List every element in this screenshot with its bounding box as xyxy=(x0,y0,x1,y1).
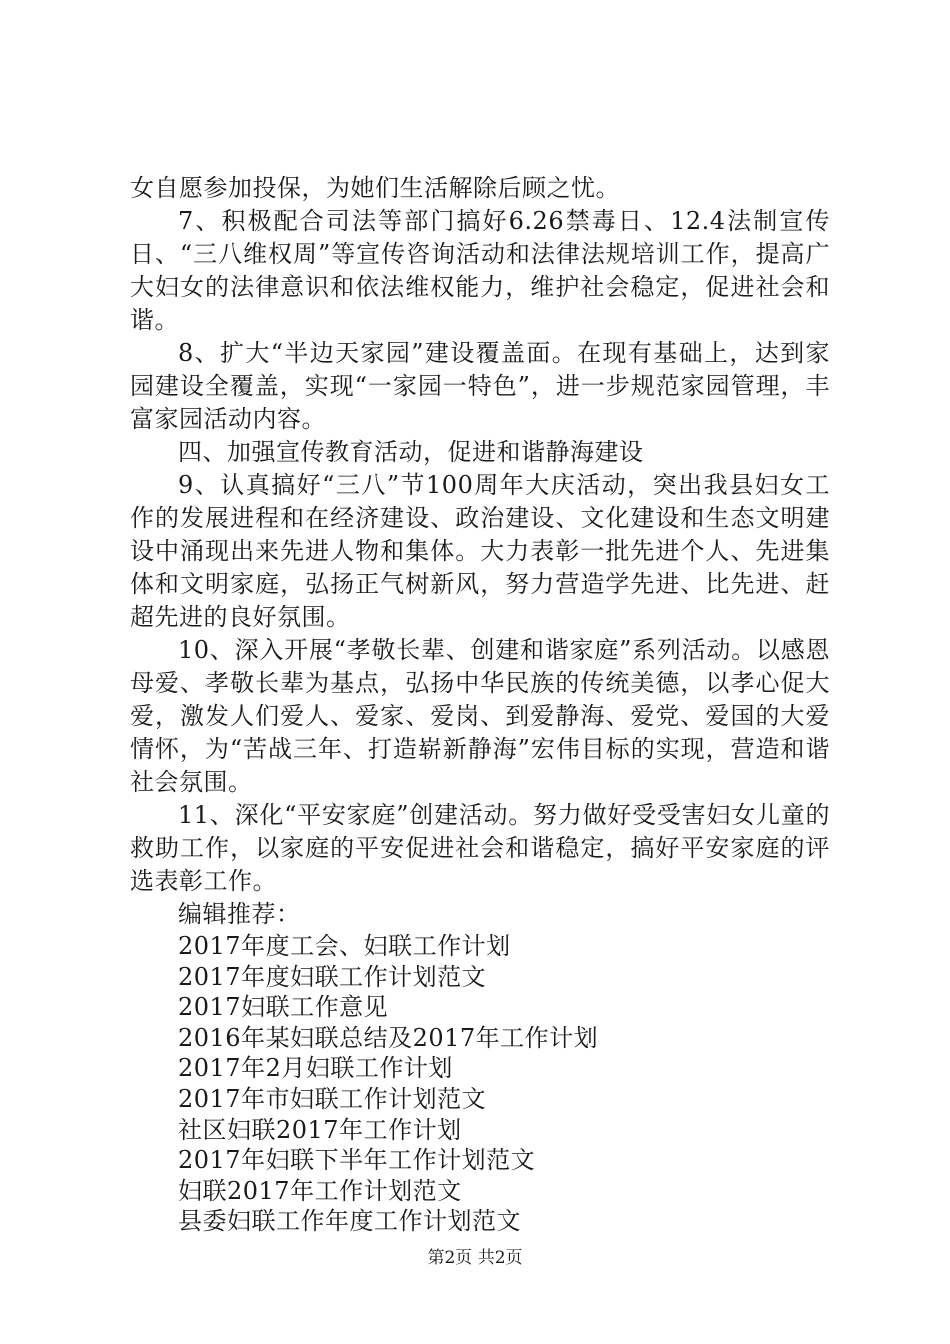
page-number-footer: 第2页 共2页 xyxy=(427,1248,523,1268)
paragraph-item-10: 10、深入开展“孝敬长辈、创建和谐家庭”系列活动。以感恩母爱、孝敬长辈为基点，弘扬中华民族的传统美德，以孝心促大爱，激发人们爱人、爱家、爱岗、到爱静海、爱党、爱国的大爱情怀，为“苦战三年、打造崭新静海”宏伟目标的实现，营造和谐社会氛围。 xyxy=(130,636,830,796)
paragraph-item-8: 8、扩大“半边天家园”建设覆盖面。在现有基础上，达到家园建设全覆盖，实现“一家园一特色”，进一步规范家园管理，丰富家园活动内容。 xyxy=(130,339,830,433)
related-link[interactable]: 妇联2017年工作计划范文 xyxy=(178,1176,462,1205)
paragraph-item-9: 9、认真搞好“三八”节100周年大庆活动，突出我县妇女工作的发展进程和在经济建设、政治建设、文化建设和生态文明建设中涌现出来先进人物和集体。大力表彰一批先进个人、先进集体和文明家庭，弘扬正气树新风，努力营造学先进、比先进、赶超先进的良好氛围。 xyxy=(130,471,830,631)
related-link[interactable]: 2016年某妇联总结及2017年工作计划 xyxy=(178,1023,599,1052)
related-links-list xyxy=(130,931,830,1237)
paragraph-item-7: 7、积极配合司法等部门搞好6.26禁毒日、12.4法制宣传日、“三八维权周”等宣传咨询活动和法律法规培训工作，提高广大妇女的法律意识和依法维权能力，维护社会稳定，促进社会和谐。 xyxy=(130,207,830,334)
related-link[interactable]: 2017年市妇联工作计划范文 xyxy=(178,1084,487,1113)
related-link[interactable]: 2017年度妇联工作计划范文 xyxy=(178,962,487,991)
section-heading-4: 四、加强宣传教育活动，促进和谐静海建设 xyxy=(178,438,644,466)
paragraph-continuation: 女自愿参加投保，为她们生活解除后顾之忧。 xyxy=(130,174,620,202)
paragraph-item-11: 11、深化“平安家庭”创建活动。努力做好受受害妇女儿童的救助工作，以家庭的平安促进社会和谐稳定，搞好平安家庭的评选表彰工作。 xyxy=(130,801,830,895)
related-link[interactable]: 2017年妇联下半年工作计划范文 xyxy=(178,1146,536,1175)
document-body xyxy=(130,172,830,1237)
related-link[interactable]: 2017年度工会、妇联工作计划 xyxy=(178,932,511,960)
related-link[interactable]: 社区妇联2017年工作计划 xyxy=(178,1115,462,1144)
related-link[interactable]: 2017妇联工作意见 xyxy=(178,993,389,1022)
related-link[interactable]: 县委妇联工作年度工作计划范文 xyxy=(178,1207,521,1236)
related-link[interactable]: 2017年2月妇联工作计划 xyxy=(178,1054,453,1083)
editor-recommend-heading: 编辑推荐： xyxy=(178,900,301,928)
